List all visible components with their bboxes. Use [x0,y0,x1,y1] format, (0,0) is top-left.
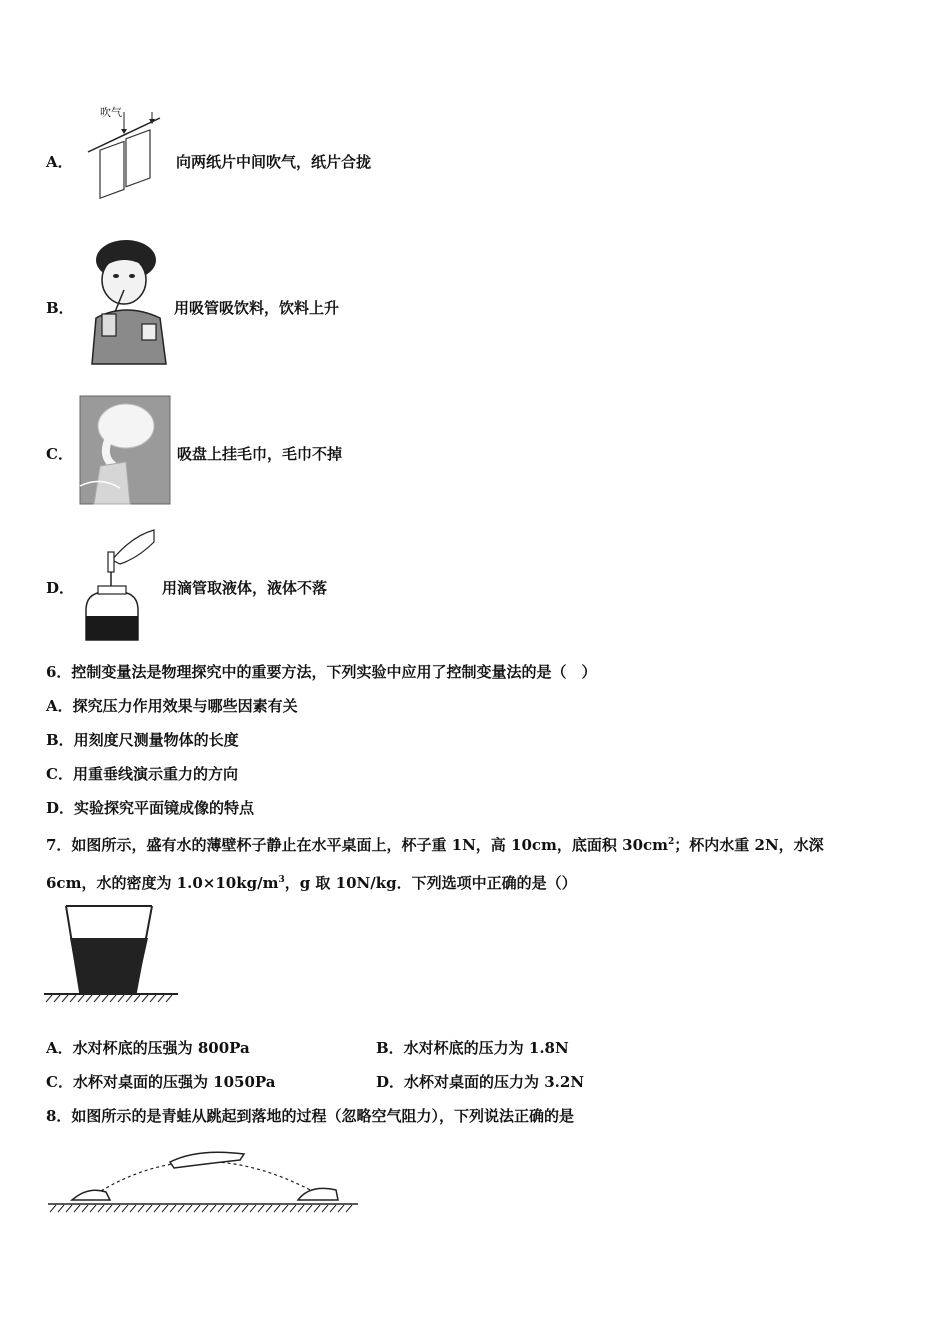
girl-drinking-icon [86,238,168,364]
q6-option-a: A．探究压力作用效果与哪些因素有关 [46,697,298,715]
q5-option-a-letter: A． [46,153,73,171]
blow-label: 吹气 [100,106,122,119]
q7-option-d: D．水杯对桌面的压力为 3.2N [376,1073,585,1091]
q6-stem: 6．控制变量法是物理探究中的重要方法，下列实验中应用了控制变量法的是（ ） [46,663,597,681]
q7-option-b: B．水对杯底的压力为 1.8N [376,1039,569,1057]
girl-straw-figure [86,238,168,364]
paper-blow-figure [84,104,174,196]
q6-option-d: D．实验探究平面镜成像的特点 [46,799,255,817]
paper-sheets-icon [84,104,174,196]
q5-option-b-text: 用吸管吸饮料，饮料上升 [174,299,340,317]
suction-cup-towel-icon [80,396,170,504]
q7-option-a: A．水对杯底的压强为 800Pa [46,1039,250,1057]
q5-option-d-text: 用滴管取液体，液体不落 [162,579,328,597]
q5-option-c-text: 吸盘上挂毛巾，毛巾不掉 [177,445,343,463]
q7-stem-line2: 6cm，水的密度为 $1.0\times 10kg/m^3$，g 取 10N/kg．下列选项中正确的是（） [46,874,577,892]
water-cup-figure [44,902,180,1004]
dropper-bottle-icon [82,530,156,642]
frog-start-icon [72,1190,110,1200]
q5-option-d-letter: D． [46,579,75,597]
q8-stem: 8．如图所示的是青蛙从跳起到落地的过程（忽略空气阻力），下列说法正确的是 [46,1107,574,1125]
q6-option-c: C．用重垂线演示重力的方向 [46,765,238,783]
q5-option-a-text: 向两纸片中间吹气，纸片合拢 [176,153,372,171]
q5-option-b-letter: B． [46,299,74,317]
q7-option-c: C．水杯对桌面的压强为 1050Pa [46,1073,276,1091]
q6-option-b: B．用刻度尺测量物体的长度 [46,731,239,749]
dropper-figure [82,530,156,642]
frog-midair-icon [170,1152,244,1168]
frog-jump-figure [48,1140,362,1220]
suction-cup-figure [80,396,170,504]
q7-stem-line1: 7．如图所示，盛有水的薄壁杯子静止在水平桌面上，杯子重 1N，高 10cm，底面积 $30cm^2$；杯内水重 2N，水深 [46,836,824,854]
frog-landing-icon [298,1188,338,1200]
q5-option-c-letter: C． [46,445,73,463]
